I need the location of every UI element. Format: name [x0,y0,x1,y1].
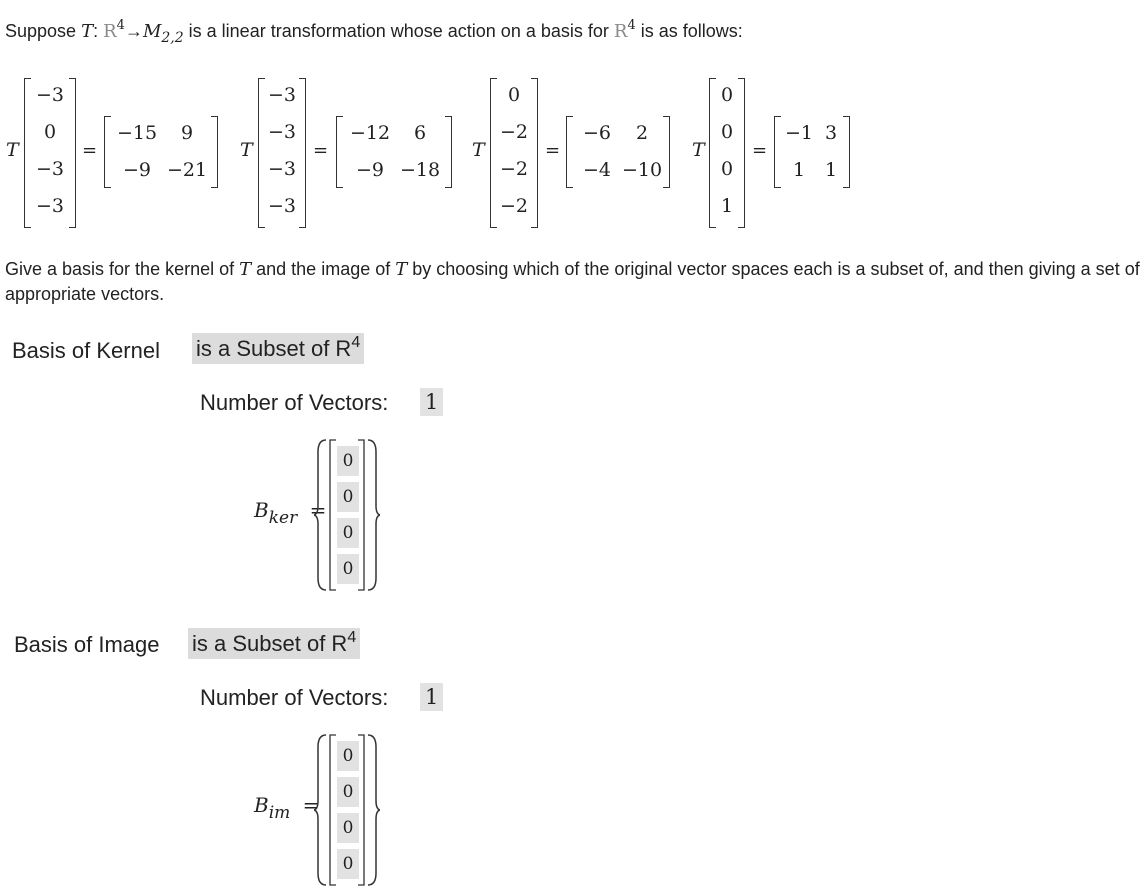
in3-e2: −2 [499,121,528,143]
input-vector-2 [258,78,306,228]
in1-e3: −3 [35,158,64,180]
in1-e1: −3 [35,84,64,106]
kernel-subset-exp: 4 [351,334,361,351]
image-B-label [254,793,319,823]
in3-e4: −2 [499,195,528,217]
out4-d: 1 [824,159,838,181]
instr-p3: by choosing which of the original vector spaces each is a subset of, and then giving a set of appropriate vectors. [5,259,1140,304]
kernel-vector-entry-3[interactable]: 0 [337,518,359,548]
intro-M: M [142,21,162,42]
image-subset-dropdown[interactable] [188,628,360,659]
image-vector-entry-4[interactable]: 0 [337,849,359,879]
image-subset-text: is a Subset of R [192,631,348,656]
kernel-eq: = [309,498,327,522]
instr-T1: T [239,259,252,280]
T-label-4: T [692,139,705,161]
instr-T2: T [395,259,408,280]
equals-4: = [752,140,768,161]
out4-c: 1 [792,159,806,181]
in3-e1: 0 [507,84,521,106]
T-label-2: T [240,139,253,161]
image-vector-entry-2[interactable]: 0 [337,777,359,807]
intro-R-exp: 4 [116,18,125,33]
intro-M-sub: 2,2 [161,30,184,46]
intro-suffix: is as follows: [635,21,743,41]
kernel-num-label: Number of Vectors: [200,390,389,415]
image-label: Basis of Image [14,632,160,657]
out2-d: −18 [399,159,441,181]
in2-e4: −3 [267,195,296,217]
in2-e1: −3 [267,84,296,106]
image-eq: = [302,793,320,817]
in4-e1: 0 [720,84,734,106]
out3-a: −6 [582,122,611,144]
equals-1: = [82,140,98,161]
image-B: B [254,793,269,817]
input-vector-1 [24,78,76,228]
in1-e2: 0 [43,121,57,143]
out4-b: 3 [824,122,838,144]
intro-prefix: Suppose [5,21,82,41]
intro-R2-exp: 4 [627,18,636,33]
image-B-sub: im [268,803,291,823]
image-vector-entry-3[interactable]: 0 [337,813,359,843]
out1-c: −9 [122,159,151,181]
intro-R: R [103,21,117,42]
image-subset-exp: 4 [347,629,357,646]
kernel-subset-text: is a Subset of R [196,336,352,361]
out1-b: 9 [180,122,194,144]
out3-b: 2 [635,122,649,144]
kernel-B-sub: ker [268,508,298,528]
input-vector-3 [490,78,538,228]
in4-e3: 0 [720,158,734,180]
output-matrix-3 [566,116,670,188]
intro-middle: is a linear transformation whose action on a basis for [183,21,614,41]
equals-3: = [545,140,561,161]
problem-statement [5,18,743,45]
out2-a: −12 [349,122,391,144]
equals-2: = [313,140,329,161]
out2-c: −9 [355,159,384,181]
kernel-vector-entry-1[interactable]: 0 [337,446,359,476]
kernel-num-vectors-input[interactable]: 1 [420,388,443,416]
output-matrix-1 [104,116,218,188]
instr-p2: and the image of [251,259,396,279]
out3-d: −10 [621,159,663,181]
T-label-1: T [6,139,19,161]
out4-a: −1 [784,122,813,144]
output-matrix-4 [774,116,850,188]
out2-b: 6 [413,122,427,144]
out1-a: −15 [116,122,158,144]
out3-c: −4 [582,159,611,181]
kernel-label: Basis of Kernel [12,338,160,363]
kernel-vector-entry-2[interactable]: 0 [337,482,359,512]
kernel-vector-entry-4[interactable]: 0 [337,554,359,584]
in1-e4: −3 [35,195,64,217]
intro-R2: R [613,21,628,42]
in4-e2: 0 [720,121,734,143]
intro-T: T [81,21,94,42]
out1-d: −21 [166,159,208,181]
image-num-label: Number of Vectors: [200,685,389,710]
in3-e3: −2 [499,158,528,180]
image-num-vectors-input[interactable]: 1 [420,683,443,711]
kernel-B: B [254,498,269,522]
in4-e4: 1 [720,195,734,217]
intro-arrow: → [124,21,143,41]
output-matrix-2 [336,116,452,188]
kernel-subset-dropdown[interactable] [192,333,364,364]
in2-e2: −3 [267,121,296,143]
instr-p1: Give a basis for the kernel of [5,259,240,279]
input-vector-4 [709,78,745,228]
in2-e3: −3 [267,158,296,180]
image-vector-entry-1[interactable]: 0 [337,741,359,771]
T-label-3: T [472,139,485,161]
intro-colon: : [93,21,99,41]
instructions [5,257,1143,307]
